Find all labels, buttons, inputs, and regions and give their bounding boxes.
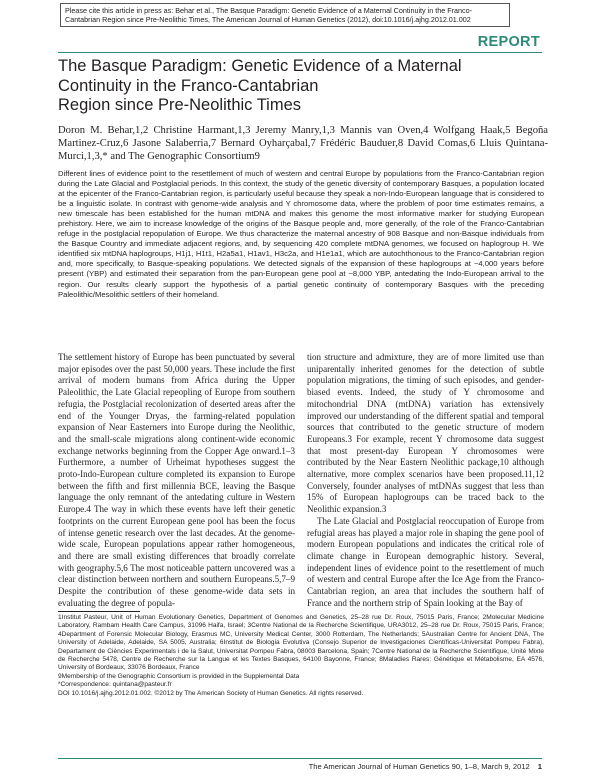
affiliations-footnote: 1Institut Pasteur, Unit of Human Evolutionary Genetics, Department of Genomes and Genetics, 25–28 rue Dr. Roux, 75015 Paris, France; 2Molecular Medicine Laboratory, Rambam Health Care Campus, 31096 Haifa, Israel; 3Centre National de la Recherche Scientifique, URA3012, 25–28 rue Dr. Roux, 75015 Paris, France; 4Department of Forensic Molecular Biology, Erasmus MC, University Medical Center, 3000 Rotterdam, The Netherlands; 5Australian Centre for Ancient DNA, The University of Adelaide, Adelaide, SA 5005, Australia; 6Institut de Biologia Evolutiva (Consejo Superior de Investigaciones Científicas-Universitat Pompeu Fabra), Departament de Ciències Experimentals i de la Salut, Universitat Pompeu Fabra, 08003 Barcelona, Spain; 7Centre National de la Recherche Scientifique, Unité Mixte de Recherche 5478, Centre de Recherche sur la Langue et les Textes Basques, 64100 Bayonne, France; 8Maladies Rares: Génétique et Métabolisme, EA 4576, University of Bordeaux, 33076 Bordeaux, France <box>58 614 544 672</box>
header-rule <box>58 52 542 53</box>
correspondence-footnote: *Correspondence: quintana@pasteur.fr <box>58 681 172 689</box>
page-footer <box>58 762 542 771</box>
citation-notice: Please cite this article in press as: Behar et al., The Basque Paradigm: Genetic Evidence of a Maternal Continuity in the Franco-Cantabrian Region since Pre-Neolithic Times, The American Journal of Human Genetics (2012), doi:10.1016/j.ajhg.2012.01.002 <box>60 3 510 27</box>
body-paragraph: tion structure and admixture, they are of more limited use than uniparentally inherited genomes for the detection of subtle population migrations, the timing of such episodes, and gender-biased events. Indeed, the study of Y chromosome and mitochondrial DNA (mtDNA) variation has extensively improved our understanding of the different spatial and temporal sources that contributed to the genetic structure of modern Europeans.3 For example, recent Y chromosome data suggest that most present-day European Y chromosomes were contributed by the Near Eastern Neolithic package,10 although alternative, more complex scenarios have been proposed.11,12 Conversely, founder analyses of mtDNAs suggest that less than 15% of European haplogroups can be traced back to the Neolithic expansion.3 <box>307 352 544 515</box>
article-title <box>58 57 478 116</box>
section-label: REPORT <box>477 34 540 50</box>
footnotes <box>58 614 544 698</box>
body-paragraph: The Late Glacial and Postglacial reoccupation of Europe from refugial areas has played a major role in shaping the gene pool of modern European populations and indicates the critical role of climate change in European demographic history. Several, independent lines of evidence point to the resettlement of much of western and central Europe after the Ice Age from the Franco-Cantabrian region, an area that includes the southern half of France and the northern strip of Spain looking at the Bay of <box>307 515 544 608</box>
abstract: Different lines of evidence point to the resettlement of much of western and central Europe by populations from the Franco-Cantabrian region during the Late Glacial and Postglacial periods. In this context, the study of the genetic diversity of contemporary Basques, a population located at the epicenter of the Franco-Cantabrian region, is particularly useful because they speak a non-Indo-European language that is considered to be a linguistic isolate. In contrast with genome-wide analysis and Y chromosome data, where the problem of poor time estimates remains, a new timescale has been established for the human mtDNA and makes this genome the most informative marker for studying European prehistory. Here, we aim to increase knowledge of the origins of the Basque people and, more generally, of the role of the Franco-Cantabrian refuge in the postglacial repopulation of Europe. We thus characterize the maternal ancestry of 908 Basque and non-Basque individuals from the Basque Country and immediate adjacent regions, and, by sequencing 420 complete mtDNA genomes, we focused on haplogroup H. We identified six mtDNA haplogroups, H1j1, H1t1, H2a5a1, H1av1, H3c2a, and H1e1a1, which are autochthonous to the Franco-Cantabrian region and, more specifically, to Basque-speaking populations. We detected signals of the expansion of these haplogroups at ~4,000 years before present (YBP) and estimated their separation from the pan-European gene pool at ~8,000 YBP, antedating the Indo-European arrival to the region. Our results clearly support the hypothesis of a partial genetic continuity of contemporary Basques with the preceding Paleolithic/Mesolithic settlers of their homeland. <box>58 169 544 299</box>
title-line-2: Continuity in the Franco-Cantabrian <box>58 76 319 95</box>
page-number: 1 <box>537 762 542 771</box>
author-list: Doron M. Behar,1,2 Christine Harmant,1,3 Jeremy Manry,1,3 Mannis van Oven,4 Wolfgang Haak,5 Begoña Martinez-Cruz,6 Jasone Salaberria,7 Bernard Oyharçabal,7 Frédéric Bauduer,8 David Comas,6 Lluis Quintana-Murci,1,3,* and The Genographic Consortium9 <box>58 125 548 163</box>
footer-rule <box>58 758 542 759</box>
consortium-footnote: 9Membership of the Genographic Consortium is provided in the Supplemental Data <box>58 672 300 680</box>
body-column-left <box>58 352 295 609</box>
body-column-right <box>307 352 544 609</box>
title-line-1: The Basque Paradigm: Genetic Evidence of a Maternal <box>58 57 462 75</box>
footnote-rule <box>58 611 140 612</box>
title-line-3: Region since Pre-Neolithic Times <box>58 96 302 114</box>
doi-footnote: DOI 10.1016/j.ajhg.2012.01.002. ©2012 by The American Society of Human Genetics. All rights reserved. <box>58 689 364 697</box>
body-paragraph: The settlement history of Europe has been punctuated by several major episodes over the past 50,000 years. These include the first arrival of modern humans from Africa during the Upper Paleolithic, the Late Glacial repeopling of Europe from southern refugia, the Postglacial recolonization of deserted areas after the end of the Younger Dryas, the farming-related population expansion of Near Easterners into Europe during the Neolithic, and the small-scale migrations along continent-wide economic exchange networks beginning from the Copper Age onward.1–3 Furthermore, a number of Urheimat hypotheses suggest the proto-Indo-European culture completed its expansion to Europe between the fifth and first millennia BCE, leaving the Basque language the only remnant of the antedating culture in Western Europe.4 The way in which these events have left their genetic footprints on the current European gene pool has been the focus of intense genetic research over the last decades. At the genome-wide scale, European populations appear rather homogeneous, and there are small existing differences that broadly correlate with geography.5,6 The most noticeable pattern uncovered was a clear distinction between northern and southern Europeans.5,7–9 Despite the contribution of these genome-wide data sets in evaluating the degree of popula- <box>58 352 295 608</box>
journal-footer: The American Journal of Human Genetics 90, 1–8, March 9, 2012 <box>308 762 530 771</box>
